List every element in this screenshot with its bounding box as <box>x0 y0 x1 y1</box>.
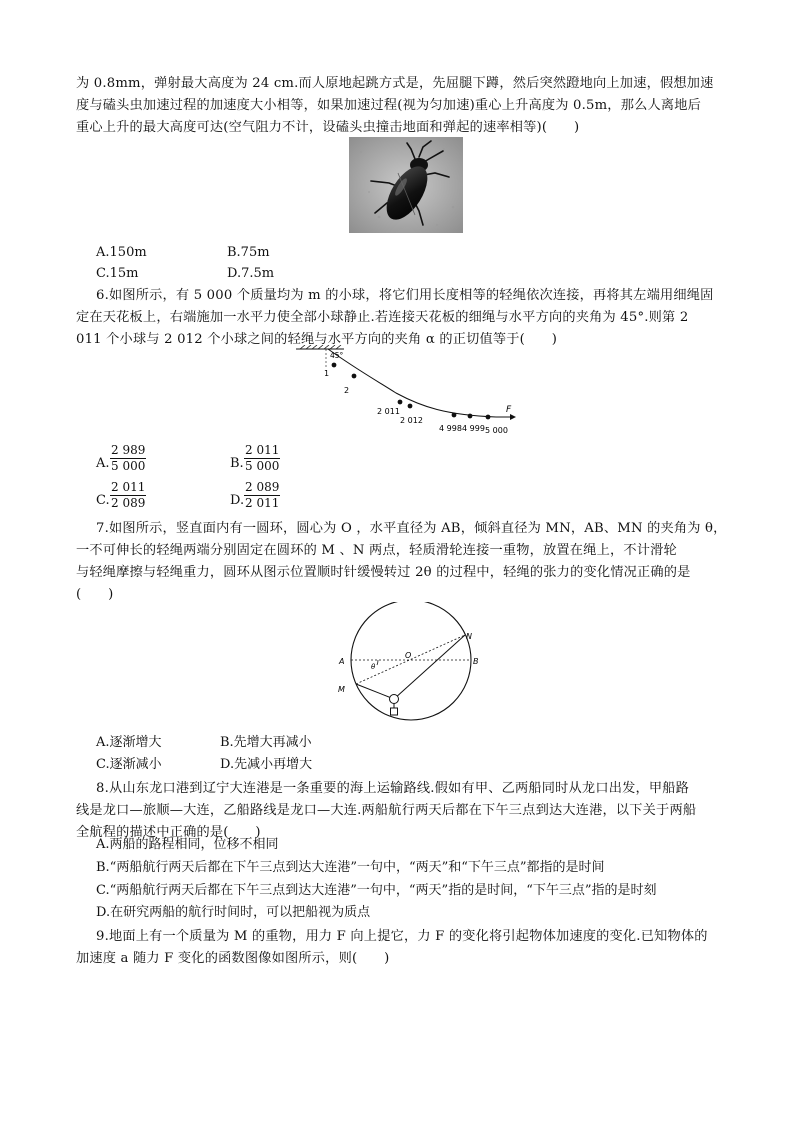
q8-option-b[interactable]: B.“两船航行两天后都在下午三点到达大连港”一句中，“两天”和“下午三点”都指的是时间 <box>96 860 605 875</box>
q9-line-1: 9.地面上有一个质量为 M 的重物，用力 F 向上提它，力 F 的变化将引起物体加速度的变化.已知物体的 <box>96 929 708 944</box>
q6-option-b-fraction[interactable] <box>244 443 280 474</box>
q8-line-1: 8.从山东龙口港到辽宁大连港是一条重要的海上运输路线.假如有甲、乙两船同时从龙口出发，甲船路 <box>96 781 690 796</box>
q6-option-d-fraction[interactable] <box>244 480 280 511</box>
q7-line-3: 与轻绳摩擦与轻绳重力，圆环从图示位置顺时针缓慢转过 2θ 的过程中，轻绳的张力的变化情况正确的是 <box>76 565 691 580</box>
label-A: A <box>339 657 345 666</box>
q6-option-d-den: 2 011 <box>245 496 280 510</box>
q8-line-2: 线是龙口—旅顺—大连，乙船路线是龙口—大连.两船航行两天后都在下午三点到达大连港，以下关于两船 <box>76 803 697 818</box>
q5-option-b[interactable]: B.75m <box>227 245 270 260</box>
q7-option-a[interactable]: A.逐渐增大 <box>96 735 162 750</box>
label-N: N <box>466 632 472 641</box>
ball-label-4999: 4 999 <box>462 424 485 433</box>
q6-option-b-num: 2 011 <box>245 443 280 457</box>
ball-label-2011: 2 011 <box>377 407 400 416</box>
q5-line-2: 度与磕头虫加速过程的加速度大小相等，如果加速过程(视为匀加速)重心上升高度为 0.5m，那么人离地后 <box>76 98 702 113</box>
ball-label-2012: 2 012 <box>400 416 423 425</box>
q5-option-d[interactable]: D.7.5m <box>227 266 275 281</box>
q6-option-c-fraction[interactable] <box>110 480 146 511</box>
q6-line-2: 定在天花板上，右端施加一水平力使全部小球静止.若连接天花板的细绳与水平方向的夹角为 45°.则第 2 <box>76 310 689 325</box>
q6-option-a-den: 5 000 <box>111 459 146 473</box>
q6-option-c-prefix[interactable]: C. <box>96 493 110 508</box>
q6-option-a-prefix[interactable]: A. <box>96 456 110 471</box>
q5-option-c[interactable]: C.15m <box>96 266 139 281</box>
angle-label: 45° <box>330 351 344 360</box>
ball-label-4998: 4 998 <box>439 424 462 433</box>
q6-option-c-den: 2 089 <box>111 496 146 510</box>
ball-chain-figure <box>296 345 522 435</box>
q6-line-3: 011 个小球与 2 012 个小球之间的轻绳与水平方向的夹角 α 的正切值等于( ) <box>76 332 558 347</box>
q5-option-a[interactable]: A.150m <box>96 245 147 260</box>
q6-option-b-prefix[interactable]: B. <box>230 456 244 471</box>
click-beetle-photo <box>349 137 463 233</box>
q8-line-3: 全航程的描述中正确的是( ) <box>76 825 261 840</box>
label-O: O <box>405 651 412 660</box>
q7-line-2: 一不可伸长的轻绳两端分别固定在圆环的 M 、N 两点，轻质滑轮连接一重物，放置在绳上，不计滑轮 <box>76 543 677 558</box>
q7-line-4: ( ) <box>76 587 114 602</box>
q6-option-d-prefix[interactable]: D. <box>230 493 245 508</box>
q8-option-d[interactable]: D.在研究两船的航行时间时，可以把船视为质点 <box>96 905 371 920</box>
q6-option-d-num: 2 089 <box>245 480 280 494</box>
q5-line-1: 为 0.8mm，弹射最大高度为 24 cm.而人原地起跳方式是，先屈腿下蹲，然后突然蹬地向上加速，假想加速 <box>76 76 714 91</box>
label-theta: θ <box>371 663 376 671</box>
q8-option-c[interactable]: C.“两船航行两天后都在下午三点到达大连港”一句中，“两天”指的是时间，“下午三点”指的是时刻 <box>96 883 657 898</box>
q7-option-d[interactable]: D.先减小再增大 <box>220 757 313 772</box>
q7-line-1: 7.如图所示，竖直面内有一圆环，圆心为 O ，水平直径为 AB，倾斜直径为 MN，AB、MN 的夹角为 θ， <box>96 521 727 536</box>
q9-line-2: 加速度 a 随力 F 变化的函数图像如图所示，则( ) <box>76 951 390 966</box>
q6-option-a-num: 2 989 <box>111 443 146 457</box>
force-label: F <box>506 405 512 415</box>
ring-pulley-figure <box>334 602 484 724</box>
label-B: B <box>473 657 479 666</box>
q5-line-3: 重心上升的最大高度可达(空气阻力不计，设磕头虫撞击地面和弹起的速率相等)( ) <box>76 120 580 135</box>
q8-option-a[interactable]: A.两船的路程相同，位移不相同 <box>96 837 279 852</box>
ball-label-2: 2 <box>344 386 350 395</box>
label-M: M <box>338 685 345 694</box>
q7-option-b[interactable]: B.先增大再减小 <box>220 735 312 750</box>
q6-option-b-den: 5 000 <box>245 459 280 473</box>
ball-label-1: 1 <box>324 369 330 378</box>
ball-label-5000: 5 000 <box>485 426 508 435</box>
q6-option-a-fraction[interactable] <box>110 443 146 474</box>
q6-line-1: 6.如图所示，有 5 000 个质量均为 m 的小球，将它们用长度相等的轻绳依次连接，再将其左端用细绳固 <box>96 288 714 303</box>
q6-option-c-num: 2 011 <box>111 480 146 494</box>
q7-option-c[interactable]: C.逐渐减小 <box>96 757 162 772</box>
